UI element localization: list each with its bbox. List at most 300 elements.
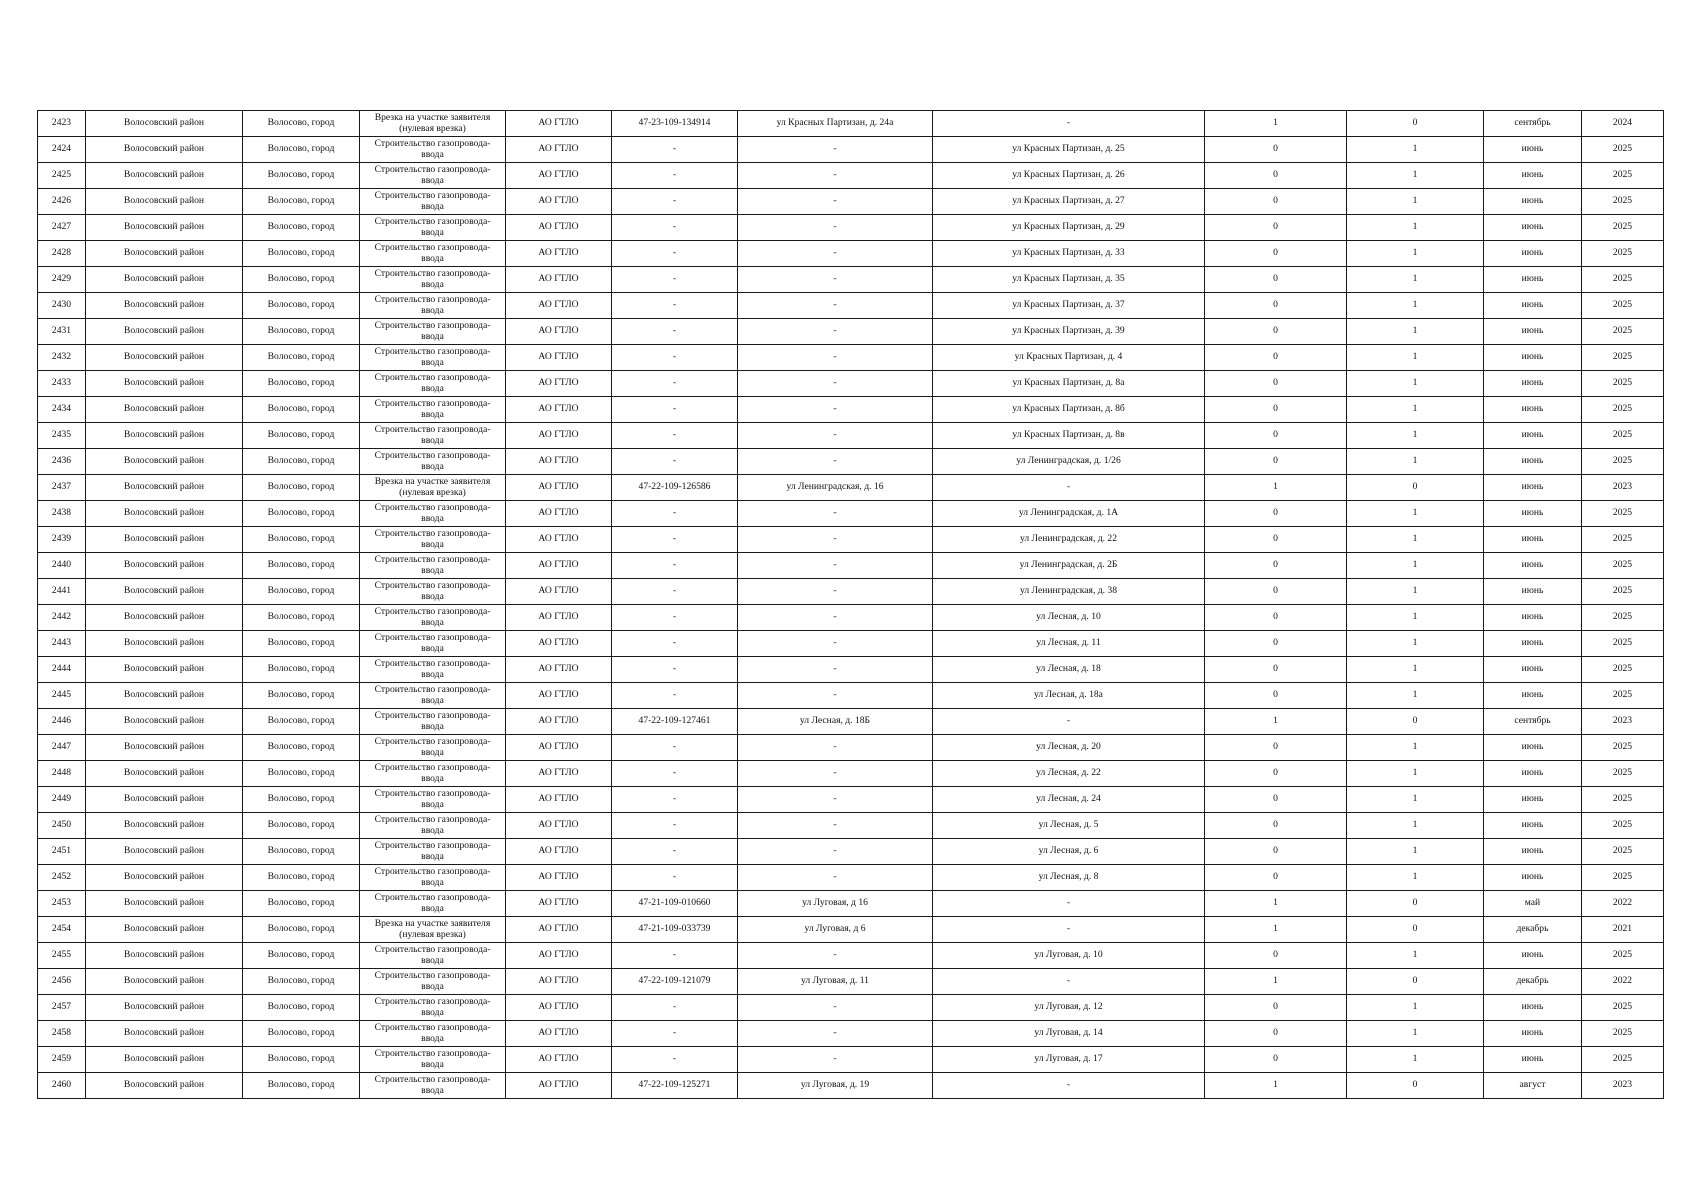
count-planned-cell: 1 [1347, 579, 1484, 605]
district-cell: Волосовский район [86, 423, 243, 449]
planned-address-cell: ул Луговая, д. 10 [933, 943, 1205, 969]
locality-cell: Волосово, город [243, 137, 360, 163]
locality-cell: Волосово, город [243, 735, 360, 761]
contract-address-cell: - [738, 1021, 933, 1047]
planned-address-cell: - [933, 709, 1205, 735]
table-row [38, 475, 1664, 501]
year-cell: 2025 [1582, 813, 1664, 839]
table-row [38, 397, 1664, 423]
locality-cell: Волосово, город [243, 475, 360, 501]
work-type-text: Врезка на участке заявителя (нулевая врезка) [374, 112, 491, 134]
count-contracted-cell: 0 [1205, 787, 1347, 813]
table-row [38, 709, 1664, 735]
organization-cell: АО ГТЛО [506, 631, 612, 657]
work-type-cell [360, 995, 506, 1021]
organization-cell: АО ГТЛО [506, 761, 612, 787]
count-contracted-cell: 0 [1205, 631, 1347, 657]
planned-address-cell: ул Ленинградская, д. 1/26 [933, 449, 1205, 475]
work-type-cell [360, 657, 506, 683]
work-type-text: Врезка на участке заявителя (нулевая врезка) [374, 918, 491, 940]
contract-number-cell: - [612, 787, 738, 813]
planned-address-cell: ул Лесная, д. 6 [933, 839, 1205, 865]
planned-address-cell: ул Лесная, д. 22 [933, 761, 1205, 787]
organization-cell: АО ГТЛО [506, 943, 612, 969]
count-planned-cell: 1 [1347, 397, 1484, 423]
planned-address-cell: ул Лесная, д. 20 [933, 735, 1205, 761]
contract-number-cell: - [612, 137, 738, 163]
table-row [38, 891, 1664, 917]
table-row [38, 631, 1664, 657]
count-planned-cell: 1 [1347, 449, 1484, 475]
count-contracted-cell: 0 [1205, 813, 1347, 839]
table-row [38, 293, 1664, 319]
district-cell: Волосовский район [86, 787, 243, 813]
work-type-text: Строительство газопровода-ввода [374, 1022, 491, 1044]
contract-address-cell: - [738, 943, 933, 969]
locality-cell: Волосово, город [243, 943, 360, 969]
month-cell: июнь [1484, 423, 1582, 449]
work-type-text: Строительство газопровода-ввода [374, 320, 491, 342]
contract-address-cell: - [738, 735, 933, 761]
organization-cell: АО ГТЛО [506, 1073, 612, 1099]
row-number-cell: 2447 [38, 735, 86, 761]
organization-cell: АО ГТЛО [506, 1047, 612, 1073]
district-cell: Волосовский район [86, 501, 243, 527]
month-cell: июнь [1484, 605, 1582, 631]
contract-number-cell: - [612, 267, 738, 293]
contract-number-cell: - [612, 865, 738, 891]
count-planned-cell: 1 [1347, 631, 1484, 657]
contract-address-cell: - [738, 683, 933, 709]
year-cell: 2023 [1582, 475, 1664, 501]
count-planned-cell: 1 [1347, 995, 1484, 1021]
contract-number-cell: - [612, 839, 738, 865]
planned-address-cell: ул Ленинградская, д. 22 [933, 527, 1205, 553]
row-number-cell: 2448 [38, 761, 86, 787]
organization-cell: АО ГТЛО [506, 969, 612, 995]
count-contracted-cell: 0 [1205, 137, 1347, 163]
locality-cell: Волосово, город [243, 423, 360, 449]
organization-cell: АО ГТЛО [506, 787, 612, 813]
contract-number-cell: 47-22-109-125271 [612, 1073, 738, 1099]
row-number-cell: 2437 [38, 475, 86, 501]
work-type-cell [360, 631, 506, 657]
year-cell: 2025 [1582, 839, 1664, 865]
row-number-cell: 2444 [38, 657, 86, 683]
work-type-text: Строительство газопровода-ввода [374, 580, 491, 602]
table-row [38, 579, 1664, 605]
work-type-text: Строительство газопровода-ввода [374, 840, 491, 862]
count-contracted-cell: 1 [1205, 1073, 1347, 1099]
month-cell: июнь [1484, 657, 1582, 683]
work-type-text: Строительство газопровода-ввода [374, 242, 491, 264]
work-type-text: Строительство газопровода-ввода [374, 892, 491, 914]
row-number-cell: 2426 [38, 189, 86, 215]
district-cell: Волосовский район [86, 579, 243, 605]
row-number-cell: 2433 [38, 371, 86, 397]
table-body [38, 111, 1664, 1099]
table-row [38, 319, 1664, 345]
locality-cell: Волосово, город [243, 1021, 360, 1047]
contract-address-cell: ул Лесная, д. 18Б [738, 709, 933, 735]
work-type-cell [360, 813, 506, 839]
contract-number-cell: - [612, 813, 738, 839]
month-cell: июнь [1484, 735, 1582, 761]
work-type-cell [360, 319, 506, 345]
work-type-cell [360, 241, 506, 267]
row-number-cell: 2453 [38, 891, 86, 917]
count-contracted-cell: 0 [1205, 345, 1347, 371]
year-cell: 2022 [1582, 891, 1664, 917]
work-type-text: Строительство газопровода-ввода [374, 970, 491, 992]
planned-address-cell: ул Лесная, д. 10 [933, 605, 1205, 631]
organization-cell: АО ГТЛО [506, 839, 612, 865]
row-number-cell: 2424 [38, 137, 86, 163]
work-type-text: Строительство газопровода-ввода [374, 398, 491, 420]
year-cell: 2025 [1582, 163, 1664, 189]
work-type-cell [360, 1073, 506, 1099]
district-cell: Волосовский район [86, 761, 243, 787]
year-cell: 2025 [1582, 215, 1664, 241]
count-planned-cell: 1 [1347, 683, 1484, 709]
month-cell: июнь [1484, 943, 1582, 969]
organization-cell: АО ГТЛО [506, 605, 612, 631]
contract-address-cell: - [738, 423, 933, 449]
contract-address-cell: - [738, 215, 933, 241]
locality-cell: Волосово, город [243, 241, 360, 267]
count-contracted-cell: 0 [1205, 319, 1347, 345]
district-cell: Волосовский район [86, 137, 243, 163]
row-number-cell: 2423 [38, 111, 86, 137]
year-cell: 2025 [1582, 137, 1664, 163]
locality-cell: Волосово, город [243, 501, 360, 527]
organization-cell: АО ГТЛО [506, 501, 612, 527]
year-cell: 2025 [1582, 631, 1664, 657]
work-type-cell [360, 527, 506, 553]
work-type-text: Строительство газопровода-ввода [374, 814, 491, 836]
district-cell: Волосовский район [86, 683, 243, 709]
count-contracted-cell: 0 [1205, 579, 1347, 605]
locality-cell: Волосово, город [243, 683, 360, 709]
work-type-text: Строительство газопровода-ввода [374, 632, 491, 654]
year-cell: 2025 [1582, 683, 1664, 709]
count-contracted-cell: 0 [1205, 605, 1347, 631]
contract-address-cell: - [738, 813, 933, 839]
locality-cell: Волосово, город [243, 215, 360, 241]
month-cell: июнь [1484, 761, 1582, 787]
table-row [38, 1021, 1664, 1047]
count-planned-cell: 0 [1347, 1073, 1484, 1099]
count-planned-cell: 1 [1347, 345, 1484, 371]
contract-address-cell: - [738, 501, 933, 527]
month-cell: июнь [1484, 345, 1582, 371]
table-row [38, 553, 1664, 579]
work-type-cell [360, 215, 506, 241]
table-row [38, 995, 1664, 1021]
contract-number-cell: - [612, 1047, 738, 1073]
row-number-cell: 2439 [38, 527, 86, 553]
table-row [38, 943, 1664, 969]
work-type-cell [360, 917, 506, 943]
month-cell: июнь [1484, 267, 1582, 293]
organization-cell: АО ГТЛО [506, 1021, 612, 1047]
table-row [38, 163, 1664, 189]
contract-address-cell: - [738, 761, 933, 787]
planned-address-cell: ул Красных Партизан, д. 8б [933, 397, 1205, 423]
count-contracted-cell: 1 [1205, 917, 1347, 943]
locality-cell: Волосово, город [243, 813, 360, 839]
count-contracted-cell: 0 [1205, 241, 1347, 267]
planned-address-cell: ул Красных Партизан, д. 8в [933, 423, 1205, 449]
contract-number-cell: - [612, 579, 738, 605]
contract-number-cell: - [612, 345, 738, 371]
year-cell: 2025 [1582, 345, 1664, 371]
contract-address-cell: - [738, 787, 933, 813]
organization-cell: АО ГТЛО [506, 189, 612, 215]
month-cell: июнь [1484, 1021, 1582, 1047]
work-type-cell [360, 111, 506, 137]
table-row [38, 1073, 1664, 1099]
row-number-cell: 2450 [38, 813, 86, 839]
locality-cell: Волосово, город [243, 397, 360, 423]
table-row [38, 865, 1664, 891]
row-number-cell: 2430 [38, 293, 86, 319]
contract-number-cell: - [612, 735, 738, 761]
contract-address-cell: - [738, 241, 933, 267]
work-type-text: Строительство газопровода-ввода [374, 502, 491, 524]
count-contracted-cell: 0 [1205, 943, 1347, 969]
planned-address-cell: - [933, 475, 1205, 501]
month-cell: июнь [1484, 371, 1582, 397]
table-row [38, 345, 1664, 371]
count-contracted-cell: 0 [1205, 501, 1347, 527]
count-planned-cell: 1 [1347, 241, 1484, 267]
count-contracted-cell: 0 [1205, 839, 1347, 865]
contract-number-cell: - [612, 605, 738, 631]
table-row [38, 735, 1664, 761]
organization-cell: АО ГТЛО [506, 709, 612, 735]
locality-cell: Волосово, город [243, 657, 360, 683]
organization-cell: АО ГТЛО [506, 163, 612, 189]
year-cell: 2025 [1582, 995, 1664, 1021]
work-type-text: Строительство газопровода-ввода [374, 762, 491, 784]
year-cell: 2023 [1582, 1073, 1664, 1099]
row-number-cell: 2459 [38, 1047, 86, 1073]
row-number-cell: 2425 [38, 163, 86, 189]
district-cell: Волосовский район [86, 631, 243, 657]
work-type-text: Строительство газопровода-ввода [374, 216, 491, 238]
work-type-text: Строительство газопровода-ввода [374, 294, 491, 316]
month-cell: июнь [1484, 215, 1582, 241]
planned-address-cell: ул Красных Партизан, д. 33 [933, 241, 1205, 267]
year-cell: 2025 [1582, 423, 1664, 449]
count-planned-cell: 0 [1347, 969, 1484, 995]
work-type-cell [360, 1047, 506, 1073]
district-cell: Волосовский район [86, 215, 243, 241]
month-cell: май [1484, 891, 1582, 917]
district-cell: Волосовский район [86, 553, 243, 579]
year-cell: 2025 [1582, 553, 1664, 579]
locality-cell: Волосово, город [243, 345, 360, 371]
district-cell: Волосовский район [86, 449, 243, 475]
month-cell: июнь [1484, 839, 1582, 865]
month-cell: август [1484, 1073, 1582, 1099]
month-cell: июнь [1484, 137, 1582, 163]
count-planned-cell: 1 [1347, 137, 1484, 163]
contract-address-cell: - [738, 579, 933, 605]
month-cell: июнь [1484, 865, 1582, 891]
table-row [38, 683, 1664, 709]
row-number-cell: 2445 [38, 683, 86, 709]
planned-address-cell: ул Красных Партизан, д. 27 [933, 189, 1205, 215]
district-cell: Волосовский район [86, 1047, 243, 1073]
work-type-cell [360, 163, 506, 189]
row-number-cell: 2443 [38, 631, 86, 657]
year-cell: 2025 [1582, 605, 1664, 631]
work-type-text: Строительство газопровода-ввода [374, 658, 491, 680]
locality-cell: Волосово, город [243, 319, 360, 345]
work-type-cell [360, 683, 506, 709]
count-contracted-cell: 0 [1205, 657, 1347, 683]
work-type-text: Строительство газопровода-ввода [374, 1048, 491, 1070]
work-type-text: Строительство газопровода-ввода [374, 554, 491, 576]
work-type-cell [360, 735, 506, 761]
contract-address-cell: - [738, 293, 933, 319]
locality-cell: Волосово, город [243, 787, 360, 813]
organization-cell: АО ГТЛО [506, 345, 612, 371]
contract-address-cell: ул Луговая, д. 19 [738, 1073, 933, 1099]
organization-cell: АО ГТЛО [506, 657, 612, 683]
contract-number-cell: - [612, 449, 738, 475]
planned-address-cell: - [933, 1073, 1205, 1099]
work-type-text: Строительство газопровода-ввода [374, 1074, 491, 1096]
work-type-cell [360, 137, 506, 163]
planned-address-cell: ул Красных Партизан, д. 35 [933, 267, 1205, 293]
planned-address-cell: ул Луговая, д. 14 [933, 1021, 1205, 1047]
planned-address-cell: ул Лесная, д. 18 [933, 657, 1205, 683]
locality-cell: Волосово, город [243, 111, 360, 137]
organization-cell: АО ГТЛО [506, 215, 612, 241]
contract-number-cell: - [612, 943, 738, 969]
year-cell: 2024 [1582, 111, 1664, 137]
count-contracted-cell: 0 [1205, 215, 1347, 241]
table-row [38, 839, 1664, 865]
contract-address-cell: - [738, 631, 933, 657]
table-row [38, 137, 1664, 163]
row-number-cell: 2431 [38, 319, 86, 345]
contract-number-cell: 47-22-109-127461 [612, 709, 738, 735]
district-cell: Волосовский район [86, 241, 243, 267]
organization-cell: АО ГТЛО [506, 475, 612, 501]
work-type-cell [360, 423, 506, 449]
count-planned-cell: 1 [1347, 553, 1484, 579]
district-cell: Волосовский район [86, 709, 243, 735]
district-cell: Волосовский район [86, 189, 243, 215]
month-cell: июнь [1484, 579, 1582, 605]
year-cell: 2025 [1582, 527, 1664, 553]
year-cell: 2025 [1582, 449, 1664, 475]
contract-number-cell: - [612, 215, 738, 241]
year-cell: 2025 [1582, 865, 1664, 891]
contract-number-cell: - [612, 683, 738, 709]
work-type-cell [360, 293, 506, 319]
row-number-cell: 2449 [38, 787, 86, 813]
work-type-cell [360, 397, 506, 423]
table-row [38, 917, 1664, 943]
work-type-text: Строительство газопровода-ввода [374, 684, 491, 706]
count-planned-cell: 1 [1347, 319, 1484, 345]
month-cell: июнь [1484, 397, 1582, 423]
organization-cell: АО ГТЛО [506, 865, 612, 891]
count-planned-cell: 0 [1347, 111, 1484, 137]
work-type-cell [360, 371, 506, 397]
organization-cell: АО ГТЛО [506, 917, 612, 943]
planned-address-cell: ул Лесная, д. 24 [933, 787, 1205, 813]
table-row [38, 605, 1664, 631]
planned-address-cell: ул Лесная, д. 11 [933, 631, 1205, 657]
year-cell: 2025 [1582, 293, 1664, 319]
row-number-cell: 2435 [38, 423, 86, 449]
count-contracted-cell: 0 [1205, 189, 1347, 215]
organization-cell: АО ГТЛО [506, 579, 612, 605]
month-cell: декабрь [1484, 969, 1582, 995]
district-cell: Волосовский район [86, 657, 243, 683]
count-planned-cell: 1 [1347, 1047, 1484, 1073]
table-row [38, 969, 1664, 995]
organization-cell: АО ГТЛО [506, 553, 612, 579]
district-cell: Волосовский район [86, 917, 243, 943]
work-type-text: Строительство газопровода-ввода [374, 164, 491, 186]
district-cell: Волосовский район [86, 475, 243, 501]
contract-number-cell: - [612, 553, 738, 579]
contract-number-cell: - [612, 397, 738, 423]
year-cell: 2025 [1582, 657, 1664, 683]
district-cell: Волосовский район [86, 943, 243, 969]
row-number-cell: 2441 [38, 579, 86, 605]
year-cell: 2025 [1582, 761, 1664, 787]
row-number-cell: 2442 [38, 605, 86, 631]
year-cell: 2025 [1582, 787, 1664, 813]
count-planned-cell: 1 [1347, 605, 1484, 631]
work-type-text: Строительство газопровода-ввода [374, 138, 491, 160]
contract-address-cell: - [738, 553, 933, 579]
work-type-cell [360, 761, 506, 787]
work-type-text: Строительство газопровода-ввода [374, 528, 491, 550]
work-type-text: Строительство газопровода-ввода [374, 372, 491, 394]
contract-address-cell: - [738, 345, 933, 371]
contract-address-cell: - [738, 995, 933, 1021]
district-cell: Волосовский район [86, 865, 243, 891]
organization-cell: АО ГТЛО [506, 241, 612, 267]
work-type-cell [360, 787, 506, 813]
row-number-cell: 2432 [38, 345, 86, 371]
row-number-cell: 2428 [38, 241, 86, 267]
contract-address-cell: - [738, 657, 933, 683]
count-planned-cell: 0 [1347, 475, 1484, 501]
month-cell: июнь [1484, 813, 1582, 839]
organization-cell: АО ГТЛО [506, 735, 612, 761]
row-number-cell: 2434 [38, 397, 86, 423]
count-planned-cell: 1 [1347, 657, 1484, 683]
contract-number-cell: - [612, 501, 738, 527]
contract-address-cell: ул Луговая, д 16 [738, 891, 933, 917]
count-contracted-cell: 0 [1205, 423, 1347, 449]
contract-number-cell: 47-21-109-033739 [612, 917, 738, 943]
planned-address-cell: ул Красных Партизан, д. 37 [933, 293, 1205, 319]
district-cell: Волосовский район [86, 111, 243, 137]
district-cell: Волосовский район [86, 995, 243, 1021]
month-cell: июнь [1484, 787, 1582, 813]
